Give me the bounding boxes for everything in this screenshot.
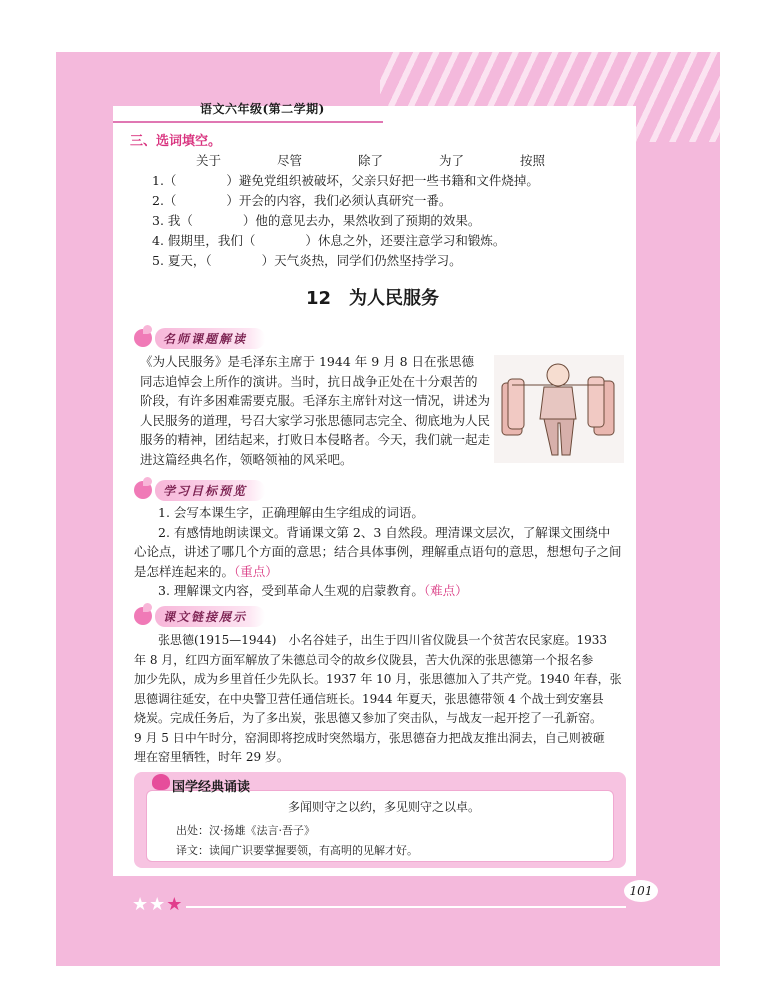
intro-line: 同志追悼会上所作的演讲。当时，抗日战争正处在十分艰苦的 xyxy=(140,373,478,389)
link-line: 埋在窑里牺牲，时年 29 岁。 xyxy=(134,750,289,764)
key-point-hint: （重点） xyxy=(234,563,278,579)
star-icon: ★ xyxy=(132,894,150,915)
classic-quote: 多闻则守之以约，多见则守之以卓。 xyxy=(288,800,481,814)
difficult-point-hint: （难点） xyxy=(423,583,468,598)
intro-line: 《为人民服务》是毛泽东主席于 1944 年 9 月 8 日在张思德 xyxy=(140,354,475,369)
star-icon: ★ xyxy=(149,894,167,915)
soldier-carrying-charcoal-illustration xyxy=(494,355,624,463)
intro-line: 服务的精神，团结起来，打败日本侵略者。今天，我们就一起走 xyxy=(140,432,491,447)
goal-line xyxy=(134,562,630,582)
goal-line xyxy=(134,581,630,601)
bird-icon xyxy=(134,329,152,347)
word-bank-item: 为了 xyxy=(439,153,465,168)
page-number: 101 xyxy=(624,880,658,902)
link-banner-label: 课文链接展示 xyxy=(155,606,265,627)
word-bank-item: 尽管 xyxy=(277,153,303,168)
header-rule xyxy=(113,121,383,123)
classic-source: 出处：汉·扬雄《法言·吾子》 xyxy=(176,824,315,837)
intro-line: 进这篇经典名作，领略领袖的风采吧。 xyxy=(140,451,353,467)
running-header: 语文六年级(第二学期) xyxy=(200,102,325,116)
link-banner xyxy=(134,606,265,626)
exercise-item: 4. 假期里，我们（ ）休息之外，还要注意学习和锻炼。 xyxy=(152,233,506,248)
link-line: 烧炭。完成任务后，为了多出炭，张思德又参加了突击队，与战友一起开挖了一孔新窑。 xyxy=(134,711,603,725)
goal-line-text: 是怎样连起来的。 xyxy=(134,563,235,579)
footer-rule xyxy=(186,906,626,908)
link-line: 思德调往延安，在中央警卫营任通信班长。1944 年夏天，张思德带领 4 个战士到安塞县 xyxy=(134,691,604,706)
link-paragraph xyxy=(134,631,630,768)
intro-banner xyxy=(134,328,265,348)
exercise-item: 2.（ ）开会的内容，我们必须认真研究一番。 xyxy=(152,193,452,208)
bird-icon xyxy=(134,607,152,625)
word-bank-item: 除了 xyxy=(358,153,384,168)
intro-line: 人民服务的道理，号召大家学习张思德同志完全、彻底地为人民 xyxy=(140,412,491,428)
link-line: 张思德(1915—1944) 小名谷娃子，出生于四川省仪陇县一个贫苦农民家庭。1933 xyxy=(158,633,607,647)
intro-banner-label: 名师课题解读 xyxy=(155,328,265,349)
goals-paragraph xyxy=(134,503,630,601)
goals-banner-label: 学习目标预览 xyxy=(155,480,265,501)
intro-line: 阶段，有许多困难需要克服。毛泽东主席针对这一情况，讲述为 xyxy=(140,393,491,408)
goal-line: 1. 会写本课生字，正确理解由生字组成的词语。 xyxy=(158,505,424,520)
goal-line-text: 3. 理解课文内容，受到革命人生观的启蒙教育。 xyxy=(158,583,424,598)
lesson-title: 12 为人民服务 xyxy=(306,288,440,309)
goal-line: 心论点，讲述了哪几个方面的意思；结合具体事例，理解重点语句的意思，想想句子之间 xyxy=(134,544,622,559)
classic-translation: 译文：读闻广识要掌握要领，有高明的见解才好。 xyxy=(176,844,418,857)
exercise-item: 5. 夏天，（ ）天气炎热，同学们仍然坚持学习。 xyxy=(152,253,462,268)
exercise-item: 3. 我（ ）他的意见去办，果然收到了预期的效果。 xyxy=(152,213,481,228)
flower-icon xyxy=(152,774,170,790)
word-bank-item: 关于 xyxy=(196,153,222,168)
star-icon: ★ xyxy=(166,894,184,915)
word-bank-item: 按照 xyxy=(520,153,546,168)
difficulty-stars xyxy=(132,894,183,915)
goals-banner xyxy=(134,480,265,500)
goal-line: 2. 有感情地朗读课文。背诵课文第 2、3 自然段。理清课文层次，了解课文围绕中 xyxy=(158,524,611,540)
link-line: 加少先队，成为乡里首任少先队长。1937 年 10 月，张思德加入了共产党。1940 年春，张 xyxy=(134,672,622,686)
link-line: 年 8 月，红四方面军解放了朱德总司令的故乡仪陇县，苦大仇深的张思德第一个报名参 xyxy=(134,652,594,667)
classic-reading-title: 国学经典诵读 xyxy=(172,780,251,795)
bird-icon xyxy=(134,481,152,499)
intro-paragraph xyxy=(140,352,490,469)
exercise-title: 三、选词填空。 xyxy=(130,134,222,149)
link-line: 9 月 5 日中午时分，窑洞即将挖成时突然塌方，张思德奋力把战友推出洞去，自己则被砸 xyxy=(134,730,605,745)
word-bank xyxy=(196,151,575,169)
exercise-item: 1.（ ）避免党组织被破坏，父亲只好把一些书籍和文件烧掉。 xyxy=(152,173,539,188)
